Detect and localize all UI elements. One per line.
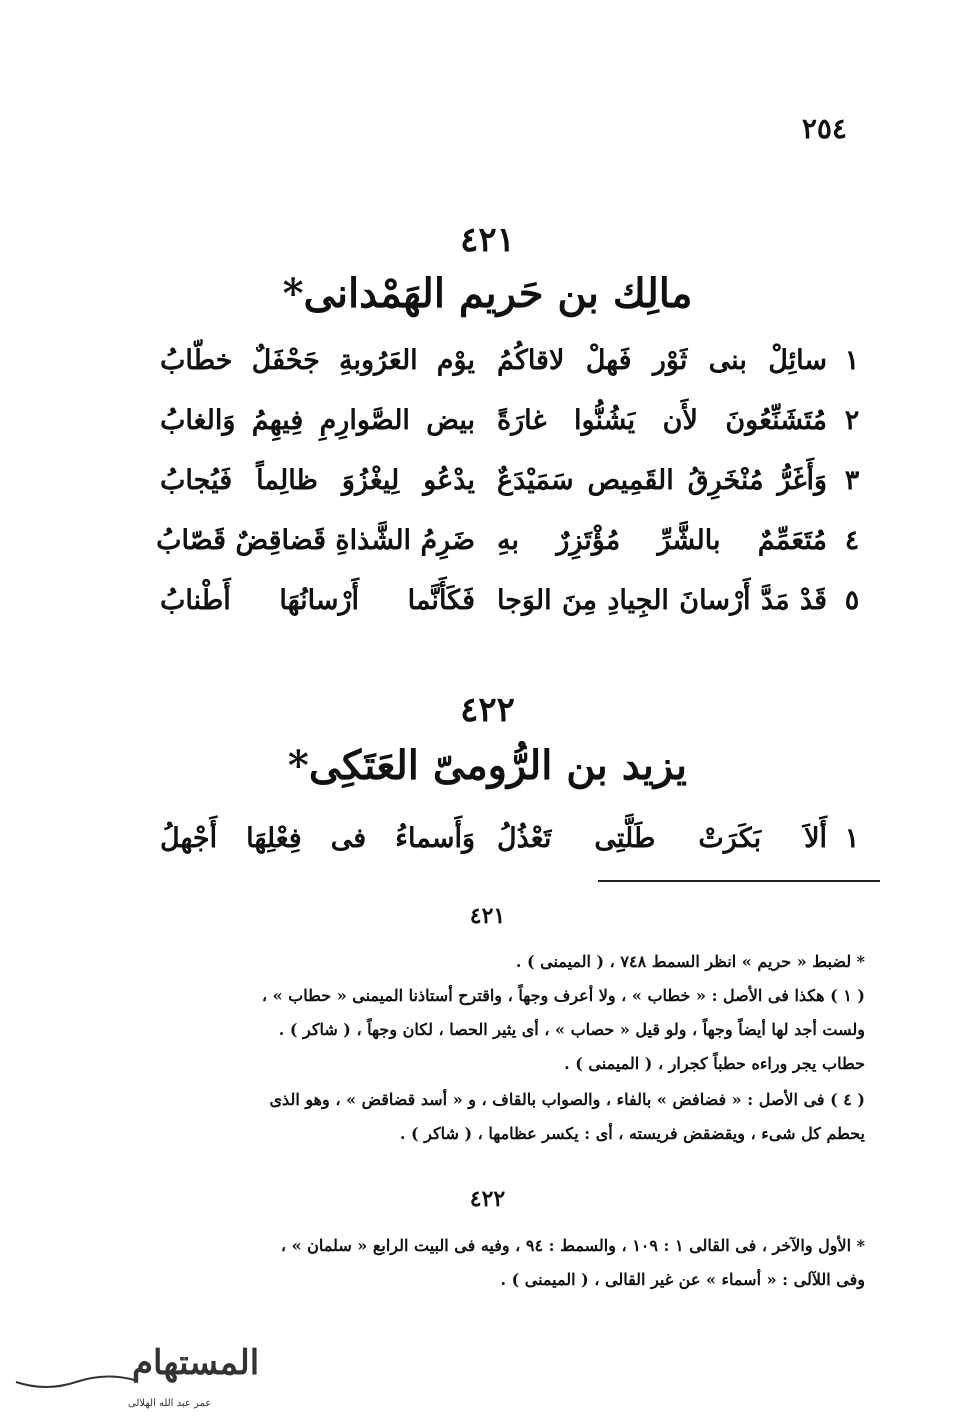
notes-poem-number: ٤٢١ — [469, 903, 506, 929]
footnote-line: * الأول والآخر ، فى القالى ١ : ١٠٩ ، والسمط : ٩٤ ، وفيه فى البيت الرابع « سلمان » ، — [280, 1236, 865, 1255]
verse-second-hemistich: ضَرِمُ الشَّذاةِ قَضاقِضٌ قَصّابُ — [156, 525, 475, 556]
watermark-flourish — [16, 1376, 134, 1387]
watermark-subtext: عمر عبد الله الهلالى — [128, 1398, 212, 1409]
verse-number: ١ — [844, 823, 860, 854]
footnote-line: ( ١ ) هكذا فى الأصل : « خطاب » ، ولا أعرف وجهاً ، واقترح أستاذنا الميمنى « حطاب » ، — [261, 986, 865, 1005]
verse-second-hemistich: فَكَأَنَّما أَرْسانُهَا أَطْنابُ — [160, 585, 475, 616]
calligraphy-watermark-logo — [6, 1322, 260, 1414]
verse-line — [160, 465, 865, 515]
page-number: ٢٥٤ — [801, 112, 847, 145]
verse-line — [160, 585, 865, 635]
verse-first-hemistich: أَلاَ بَكَرَتْ طَلَّتِى تَعْذُلُ — [497, 823, 827, 854]
footnote-line: حطاب يجر وراءه حطباً كجرار ، ( الميمنى ) . — [564, 1054, 865, 1073]
footnote-line: * لضبط « حريم » انظر السمط ٧٤٨ ، ( الميمنى ) . — [515, 952, 865, 971]
verse-first-hemistich: قَدْ مَدَّ أَرْسانَ الجِيادِ مِنَ الوَجا — [497, 585, 827, 616]
verse-number: ١ — [844, 345, 860, 376]
footnote-line: يحطم كل شىء ، ويقضقض فريسته ، أى : يكسر عظامها ، ( شاكر ) . — [399, 1124, 865, 1143]
footnote-separator — [598, 880, 880, 882]
verse-number: ٢ — [844, 405, 860, 436]
verse-first-hemistich: سائِلْ بنى ثَوْر فَهلْ لاقاكُمُ — [497, 345, 827, 376]
verse-line — [160, 405, 865, 455]
notes-poem-number: ٤٢٢ — [469, 1186, 506, 1212]
verse-second-hemistich: يدْعُو لِيغْزُوَ ظالِماً فَيُجابُ — [160, 465, 475, 496]
verse-line — [156, 525, 865, 575]
verse-first-hemistich: وَأَغَرُّ مُنْخَرِقُ القَمِيص سَمَيْدَعٌ — [497, 465, 827, 496]
verse-line — [160, 823, 865, 873]
verse-first-hemistich: مُتَشَنِّعُونَ لأَن يَشُنُّوا غارَةً — [497, 405, 827, 436]
poet-title: مالِك بن حَريم الهَمْدانى* — [282, 270, 693, 317]
verse-second-hemistich: يوْم العَرُوبةِ جَحْفَلٌ خطّابُ — [160, 345, 475, 376]
footnote-line: ولست أجد لها أيضاً وجهاً ، ولو قيل « حصاب » ، أى يثير الحصا ، لكان وجهاً ، ( شاكر ) . — [278, 1020, 865, 1039]
poet-title: يزيد بن الرُّومىّ العَتَكِى* — [287, 742, 688, 789]
verse-second-hemistich: وَأَسماءُ فى فِعْلِهَا أَجْهلُ — [160, 823, 475, 854]
verse-second-hemistich: بيض الصَّوارِمِ فِيهِمُ وَالغابُ — [160, 405, 475, 436]
verse-line — [160, 345, 865, 395]
verse-number: ٤ — [844, 525, 860, 556]
footnote-line: وفى اللآلى : « أسماء » عن غير القالى ، ( الميمنى ) . — [500, 1270, 865, 1289]
poem-number: ٤٢٢ — [460, 690, 515, 730]
poem-number: ٤٢١ — [460, 220, 515, 260]
verse-number: ٣ — [844, 465, 860, 496]
verse-number: ٥ — [844, 585, 860, 616]
verse-first-hemistich: مُتَعَمِّمٌ بالشَّرِّ مُؤْتَزِرٌ بهِ — [497, 525, 827, 556]
watermark-text: المستهام — [132, 1343, 260, 1383]
footnote-line: ( ٤ ) فى الأصل : « فضافض » بالفاء ، والصواب بالقاف ، و « أسد قضاقض » ، وهو الذى — [269, 1090, 865, 1109]
